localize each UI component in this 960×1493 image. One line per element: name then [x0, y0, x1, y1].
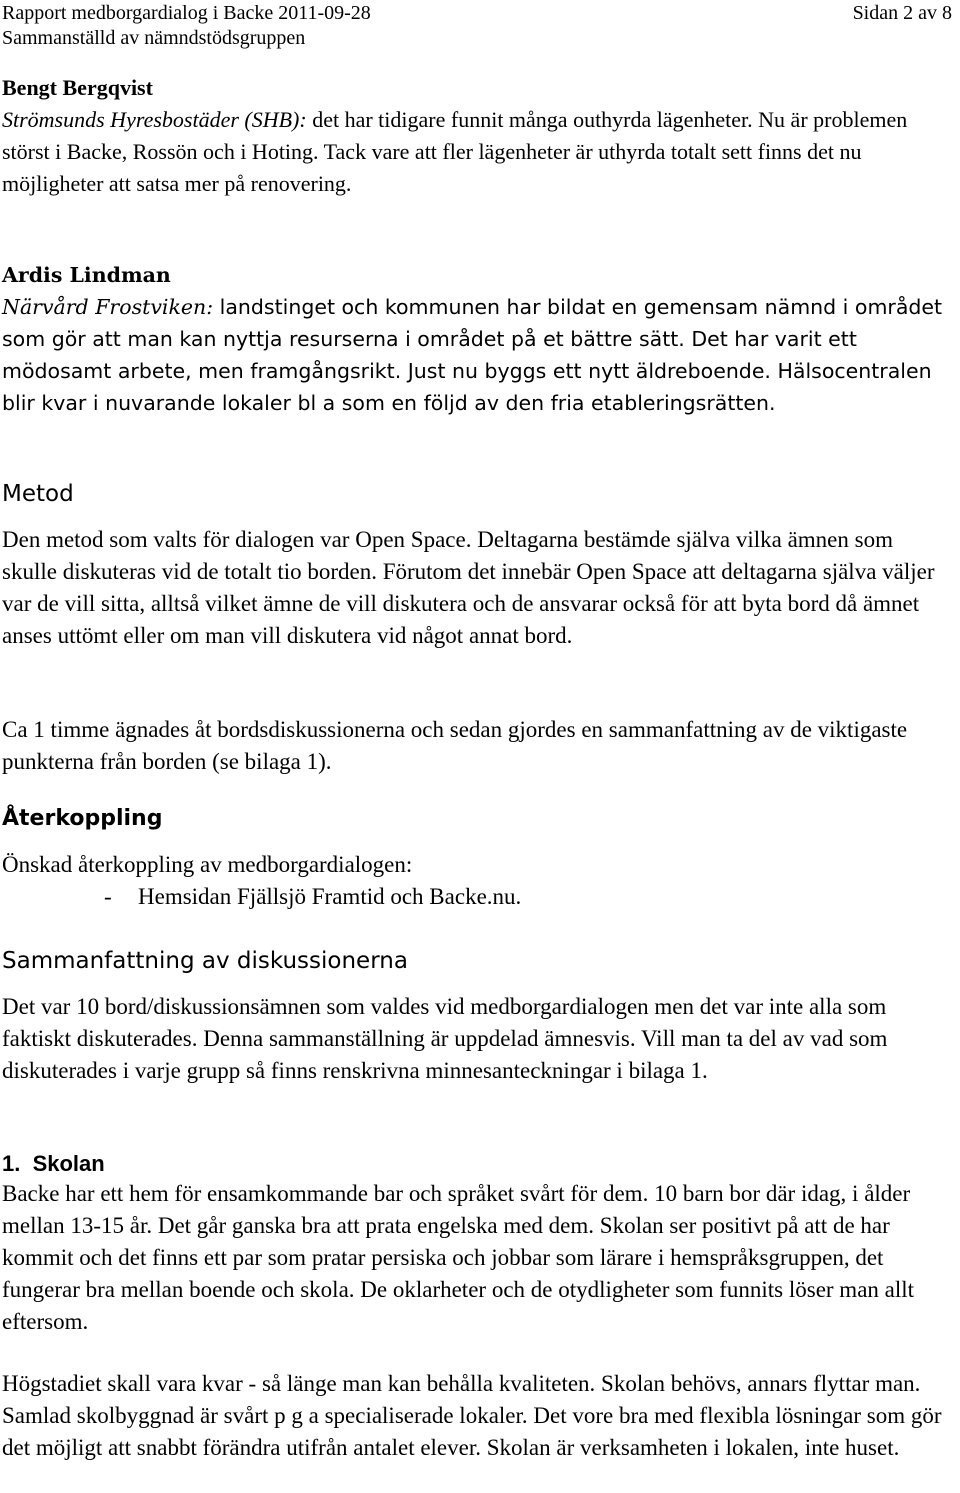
header-report-title: Rapport medborgardialog i Backe 2011-09-28 [2, 2, 371, 24]
speaker-organization: Närvård Frostviken: [2, 295, 214, 319]
speaker-name: Bengt Bergqvist [2, 75, 153, 100]
speaker-organization: Strömsunds Hyresbostäder (SHB): [2, 107, 307, 132]
paragraph-metod-1: Den metod som valts för dialogen var Open Space. Deltagarna bestämde själva vilka ämnen som skulle diskuteras vid de totalt tio borden. Förutom det innebär Open Space att deltagarna själva väljer var de vill sitta, alltså vilket ämne de vill diskutera och de ansvarar också för att byta bord då ämnet anses uttömt eller om man vill diskutera vid något annat bord. [2, 527, 935, 648]
paragraph-sammanfattning: Det var 10 bord/diskussionsämnen som valdes vid medborgardialogen men det var inte alla som faktiskt diskuterades. Denna sammanställning är uppdelad ämnesvis. Vill man ta del av vad som diskuterades i varje grupp så finns renskrivna minnesanteckningar i bilaga 1. [2, 994, 888, 1083]
speaker-name: Ardis Lindman [2, 263, 171, 287]
header-page-number: Sidan 2 av 8 [852, 2, 952, 24]
paragraph-skolan-2: Högstadiet skall vara kvar - så länge man kan behålla kvaliteten. Skolan behövs, annars flyttar man. Samlad skolbyggnad är svårt p g a specialiserade lokaler. Det vore bra med flexibla lösningar som gör det möjligt att snabbt förändra utifrån antalet elever. Skolan är verksamheten i lokalen, inte huset. [2, 1371, 942, 1460]
speaker-statement: det har tidigare funnit många outhyrda lägenheter. Nu är problemen störst i Backe, Rossön och i Hoting. Tack vare att fler lägenheter är uthyrda totalt sett finns det nu möjligheter att satsa mer på renovering. [2, 107, 908, 196]
header-compiled-by: Sammanställd av nämndstödsgruppen [2, 27, 306, 49]
list-dash: - [104, 884, 112, 909]
list-item [104, 881, 521, 913]
heading-skolan: 1. Skolan [2, 1151, 105, 1176]
paragraph-skolan-1: Backe har ett hem för ensamkommande bar och språket svårt för dem. 10 barn bor där idag, i ålder mellan 13-15 år. Det går ganska bra att prata engelska med dem. Skolan ser positivt på att de har kommit och det finns ett par som pratar persiska och jobbar som lärare i hemspråksgruppen, det fungerar bra mellan boende och skola. De oklarheter och de otydligheter som funnits löser man allt eftersom. [2, 1181, 915, 1334]
heading-sammanfattning: Sammanfattning av diskussionerna [2, 948, 408, 974]
speaker-statement: landstinget och kommunen har bildat en gemensam nämnd i området som gör att man kan nyttja resurserna i området på et bättre sätt. Det har varit ett mödosamt arbete, men framgångsrikt. Just nu byggs ett nytt äldreboende. Hälsocentralen blir kvar i nuvarande lokaler bl a som en följd av den fria etableringsrätten. [2, 295, 943, 415]
list-item-text: Hemsidan Fjällsjö Framtid och Backe.nu. [138, 884, 522, 909]
heading-metod: Metod [2, 481, 74, 507]
paragraph-aterkoppling: Önskad återkoppling av medborgardialogen: [2, 852, 413, 877]
speaker-bengt-section [2, 72, 952, 200]
heading-aterkoppling: Återkoppling [2, 806, 163, 831]
speaker-ardis-section [2, 259, 952, 419]
paragraph-metod-2: Ca 1 timme ägnades åt bordsdiskussionerna och sedan gjordes en sammanfattning av de viktigaste punkterna från borden (se bilaga 1). [2, 717, 908, 774]
